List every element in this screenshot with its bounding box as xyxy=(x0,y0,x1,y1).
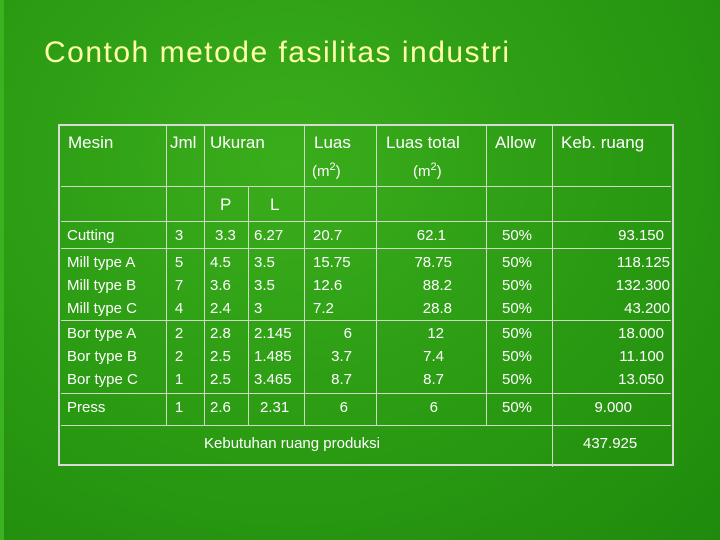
col-divider xyxy=(552,126,553,467)
cell-l: 3.5 3.5 3 xyxy=(254,254,275,317)
cell-mesin: Cutting xyxy=(67,227,115,244)
cell-allow: 50% xyxy=(502,227,533,244)
cell-l: 2.145 1.485 3.465 xyxy=(254,325,292,388)
col-divider xyxy=(486,126,487,425)
cell-mesin: Press xyxy=(67,399,106,416)
col-divider xyxy=(204,126,205,425)
cell-allow: 50% 50% 50% xyxy=(502,254,533,317)
cell-keb: 18.000 11.100 13.050 xyxy=(618,325,664,388)
cell-allow: 50% 50% 50% xyxy=(502,325,533,388)
header-luas-total-unit: $(m^2)$ xyxy=(413,161,442,180)
header-jml: Jml xyxy=(170,133,197,152)
cell-p: 3.3 xyxy=(215,227,236,244)
cell-l: 6.27 xyxy=(254,227,284,244)
slide-title: Contoh metode fasilitas industri xyxy=(44,36,511,69)
header-ukuran: Ukuran xyxy=(210,133,265,152)
cell-luas-total: 78.75 88.2 28.8 xyxy=(414,254,452,317)
cell-luas-total: 62.1 xyxy=(416,227,446,244)
header-divider xyxy=(61,186,671,187)
cell-jml: 2 2 1 xyxy=(174,325,184,388)
footer-total: 437.925 xyxy=(583,435,638,452)
cell-keb: 93.150 xyxy=(618,227,664,244)
header-allow: Allow xyxy=(495,133,536,152)
header-luas-unit: $(m^2)$ xyxy=(312,161,341,180)
cell-mesin: Bor type A Bor type B Bor type C xyxy=(67,325,138,388)
col-divider xyxy=(304,126,305,425)
cell-l: 2.31 xyxy=(260,399,290,416)
col-divider xyxy=(376,126,377,425)
cell-jml: 1 xyxy=(174,399,184,416)
cell-jml: 5 7 4 xyxy=(174,254,184,317)
header-l: L xyxy=(270,195,280,214)
cell-luas: 6 xyxy=(339,399,348,416)
cell-p: 4.5 3.6 2.4 xyxy=(210,254,231,317)
footer-label: Kebutuhan ruang produksi xyxy=(204,435,380,452)
cell-mesin: Mill type A Mill type B Mill type C xyxy=(67,254,138,317)
col-divider xyxy=(166,126,167,425)
header-luas-total: Luas total xyxy=(386,133,460,152)
cell-keb: 118.125 132.300 43.200 xyxy=(615,254,670,317)
cell-allow: 50% xyxy=(502,399,533,416)
cell-luas: 15.75 12.6 7.2 xyxy=(313,254,351,317)
cell-jml: 3 xyxy=(174,227,184,244)
row-divider xyxy=(61,320,671,321)
decorative-left-bar xyxy=(0,0,4,540)
cell-luas-total: 12 7.4 8.7 xyxy=(423,325,444,388)
cell-luas: 20.7 xyxy=(313,227,343,244)
cell-luas-total: 6 xyxy=(429,399,438,416)
row-divider xyxy=(61,248,671,249)
cell-luas: 6 3.7 8.7 xyxy=(331,325,352,388)
cell-p: 2.6 xyxy=(210,399,231,416)
header-mesin: Mesin xyxy=(68,133,114,152)
row-divider xyxy=(61,425,671,426)
col-divider xyxy=(248,186,249,425)
header-luas: Luas xyxy=(314,133,351,152)
subheader-divider xyxy=(61,221,671,222)
header-p: P xyxy=(220,195,232,214)
row-divider xyxy=(61,393,671,394)
header-keb-ruang: Keb. ruang xyxy=(561,133,645,152)
cell-keb: 9.000 xyxy=(594,399,632,416)
cell-p: 2.8 2.5 2.5 xyxy=(210,325,231,388)
